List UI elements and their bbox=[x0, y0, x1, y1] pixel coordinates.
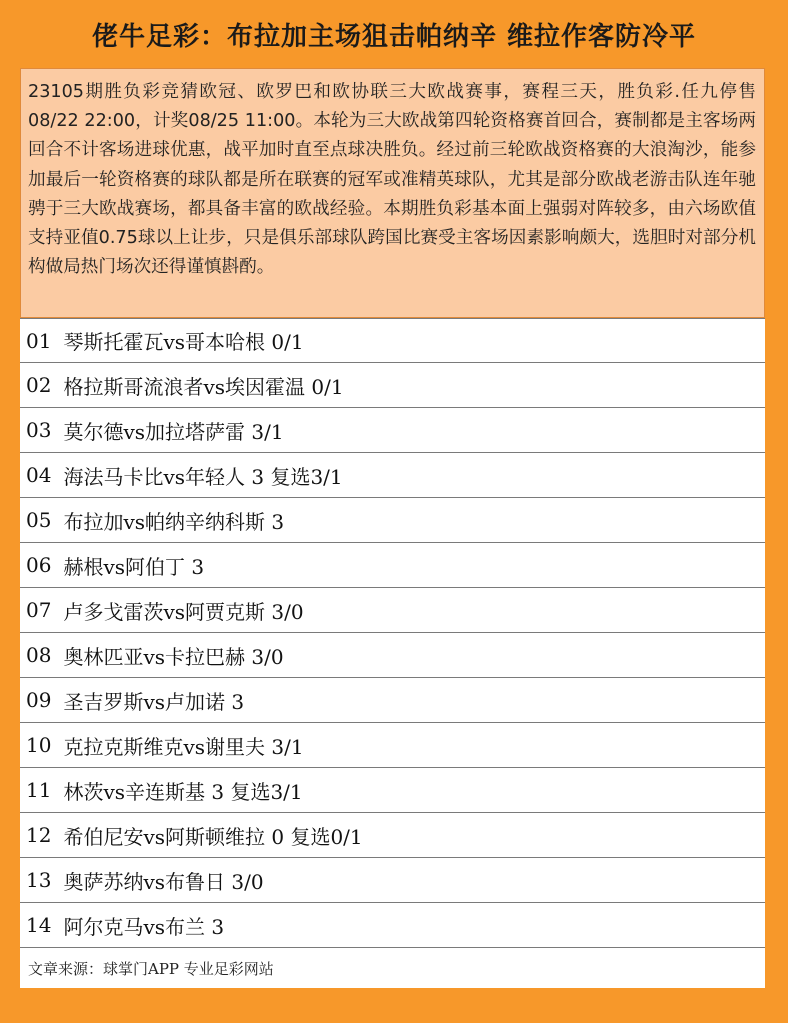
match-prediction: 布拉加vs帕纳辛纳科斯 3 bbox=[63, 509, 285, 534]
match-row bbox=[20, 408, 765, 453]
match-row bbox=[20, 768, 765, 813]
match-prediction: 卢多戈雷茨vs阿贾克斯 3/0 bbox=[63, 599, 304, 624]
match-number: 08 bbox=[26, 643, 52, 667]
match-row bbox=[20, 363, 765, 408]
match-row bbox=[20, 723, 765, 768]
match-number: 11 bbox=[26, 778, 52, 802]
match-number: 03 bbox=[26, 418, 52, 442]
match-prediction: 莫尔德vs加拉塔萨雷 3/1 bbox=[63, 419, 284, 444]
intro-paragraph: 23105期胜负彩竞猜欧冠、欧罗巴和欧协联三大欧战赛事，赛程三天，胜负彩.任九停售08/22 22:00，计奖08/25 11:00。本轮为三大欧战第四轮资格赛首回合，赛制都是主客场两回合不计客场进球优惠，战平加时直至点球决胜负。经过前三轮欧战资格赛的大浪淘沙，能参加最后一轮资格赛的球队都是所在联赛的冠军或准精英球队，尤其是部分欧战老游击队连年驰骋于三大欧战赛场，都具备丰富的欧战经验。本期胜负彩基本面上强弱对阵较多，由六场欧值支持亚值0.75球以上让步，只是俱乐部球队跨国比赛受主客场因素影响颇大，选胆时对部分机构做局热门场次还得谨慎斟酌。 bbox=[20, 68, 765, 318]
match-row bbox=[20, 588, 765, 633]
match-number: 13 bbox=[26, 868, 52, 892]
match-row bbox=[20, 318, 765, 363]
source-footer: 文章来源：球掌门APP 专业足彩网站 bbox=[28, 959, 274, 978]
match-prediction: 海法马卡比vs年轻人 3 复选3/1 bbox=[63, 464, 343, 489]
match-prediction: 希伯尼安vs阿斯顿维拉 0 复选0/1 bbox=[63, 824, 363, 849]
match-prediction: 赫根vs阿伯丁 3 bbox=[63, 554, 205, 579]
match-prediction: 奥萨苏纳vs布鲁日 3/0 bbox=[63, 869, 264, 894]
match-number: 06 bbox=[26, 553, 52, 577]
match-prediction: 阿尔克马vs布兰 3 bbox=[63, 914, 225, 939]
match-row bbox=[20, 633, 765, 678]
match-number: 12 bbox=[26, 823, 52, 847]
match-row bbox=[20, 678, 765, 723]
match-number: 01 bbox=[26, 328, 52, 353]
match-row bbox=[20, 453, 765, 498]
match-list bbox=[20, 318, 765, 988]
match-number: 10 bbox=[26, 733, 52, 757]
match-number: 09 bbox=[26, 688, 52, 712]
match-number: 05 bbox=[26, 508, 52, 532]
match-prediction: 奥林匹亚vs卡拉巴赫 3/0 bbox=[63, 644, 284, 669]
match-number: 14 bbox=[26, 913, 52, 937]
match-row bbox=[20, 498, 765, 543]
match-number: 04 bbox=[26, 463, 52, 487]
match-number: 07 bbox=[26, 598, 52, 622]
match-prediction: 格拉斯哥流浪者vs埃因霍温 0/1 bbox=[63, 374, 344, 399]
match-prediction: 圣吉罗斯vs卢加诺 3 bbox=[63, 689, 245, 714]
match-row bbox=[20, 858, 765, 903]
match-prediction: 林茨vs辛连斯基 3 复选3/1 bbox=[63, 779, 303, 804]
page-title: 佬牛足彩：布拉加主场狙击帕纳辛 维拉作客防冷平 bbox=[91, 21, 697, 52]
match-prediction: 克拉克斯维克vs谢里夫 3/1 bbox=[63, 734, 304, 759]
match-row bbox=[20, 543, 765, 588]
match-prediction: 琴斯托霍瓦vs哥本哈根 0/1 bbox=[63, 330, 304, 354]
match-row bbox=[20, 813, 765, 858]
match-row bbox=[20, 903, 765, 948]
match-number: 02 bbox=[26, 373, 52, 397]
